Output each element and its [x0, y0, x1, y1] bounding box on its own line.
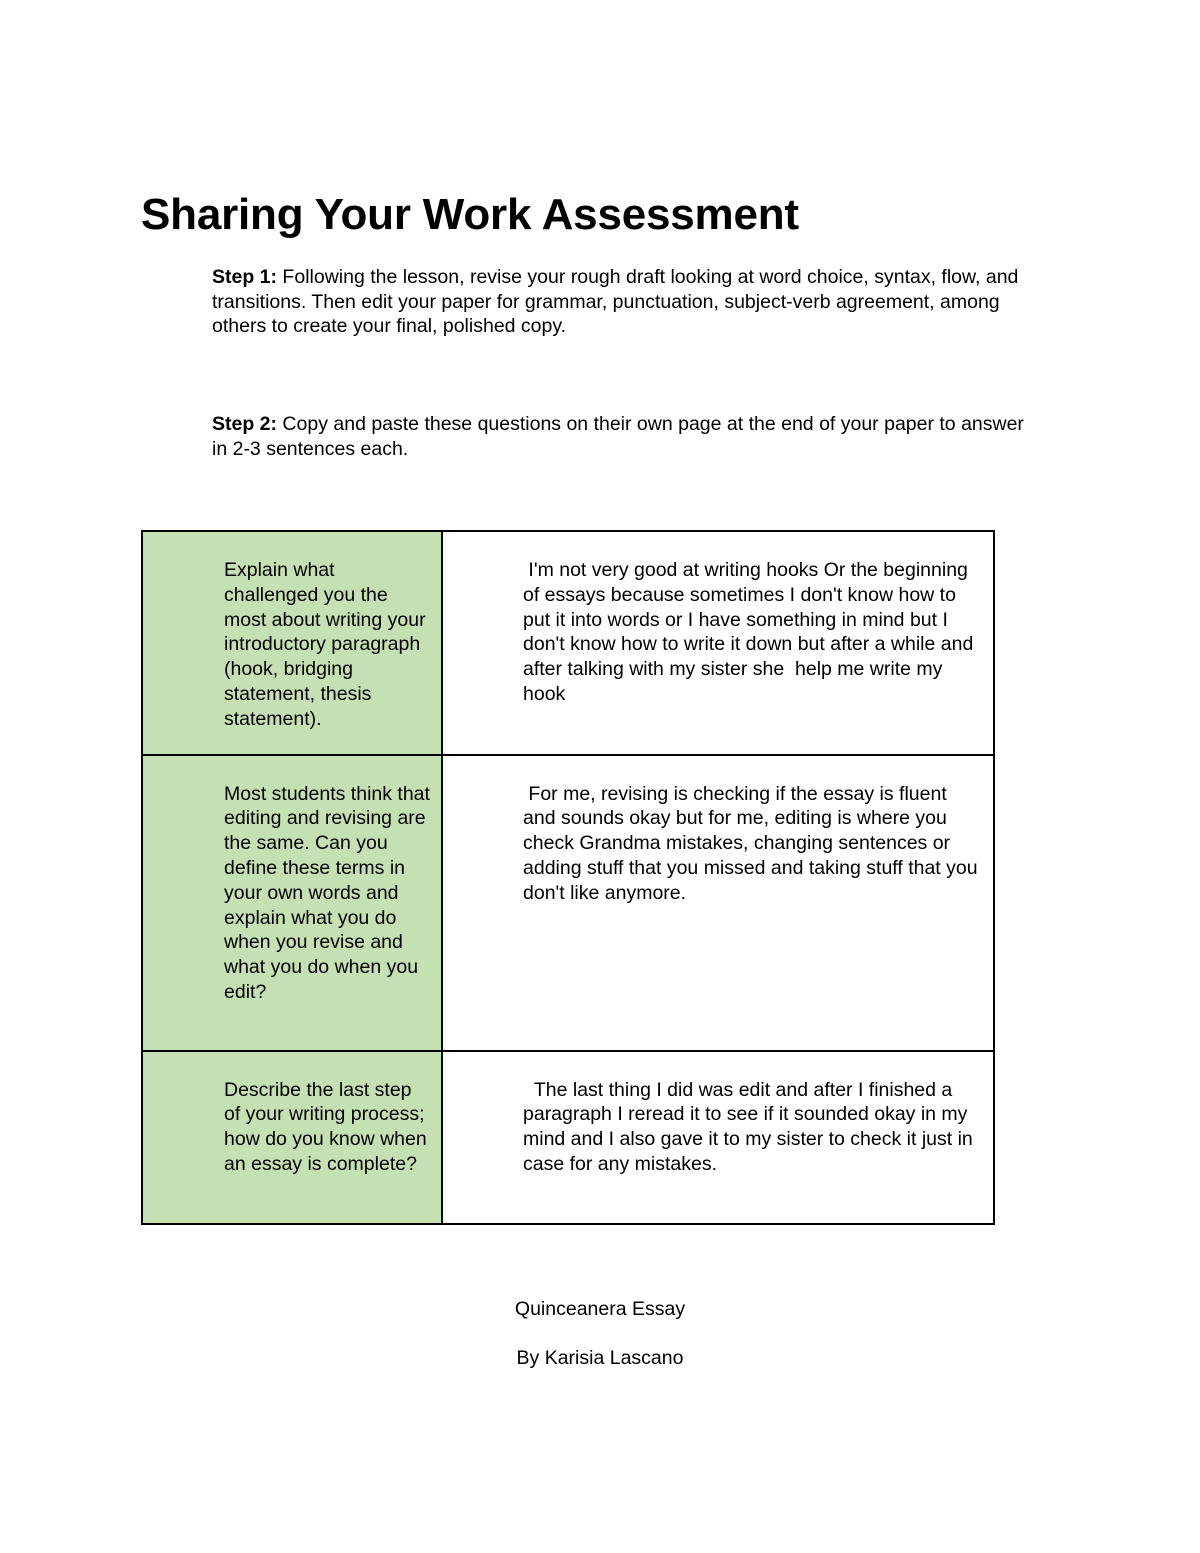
step-1-instructions	[212, 265, 1042, 339]
step-2-instructions	[212, 412, 1042, 461]
question-cell-2: Most students think that editing and revising are the same. Can you define these terms in your own words and explain what you do when you revise and what you do when you edit?	[142, 755, 442, 1051]
table-row	[142, 531, 994, 755]
question-cell-3: Describe the last step of your writing process; how do you know when an essay is complete?	[142, 1051, 442, 1224]
step-1-label: Step 1:	[212, 266, 278, 288]
question-cell-1: Explain what challenged you the most about writing your introductory paragraph (hook, bridging statement, thesis statement).	[142, 531, 442, 755]
page-title: Sharing Your Work Assessment	[141, 190, 799, 239]
step-2-label: Step 2:	[212, 413, 278, 435]
table-row	[142, 1051, 994, 1224]
answer-cell-3: The last thing I did was edit and after I finished a paragraph I reread it to see if it sounded okay in my mind and I also gave it to my sister to check it just in case for any mistakes.	[442, 1051, 994, 1224]
step-2-text: Copy and paste these questions on their own page at the end of your paper to answer in 2-3 sentences each.	[212, 413, 1024, 460]
table-row	[142, 755, 994, 1051]
answer-cell-1: I'm not very good at writing hooks Or the beginning of essays because sometimes I don't know how to put it into words or I have something in mind but I don't know how to write it down but after a while and after talking with my sister she help me write my hook	[442, 531, 994, 755]
step-1-text: Following the lesson, revise your rough draft looking at word choice, syntax, flow, and transitions. Then edit your paper for grammar, punctuation, subject-verb agreement, among others to create your final, polished copy.	[212, 266, 1019, 337]
answer-cell-2: For me, revising is checking if the essay is fluent and sounds okay but for me, editing is where you check Grandma mistakes, changing sentences or adding stuff that you missed and taking stuff that you don't like anymore.	[442, 755, 994, 1051]
reflection-table	[141, 530, 995, 1225]
essay-title: Quinceanera Essay	[514, 1298, 686, 1320]
essay-author: By Karisia Lascano	[516, 1347, 684, 1369]
